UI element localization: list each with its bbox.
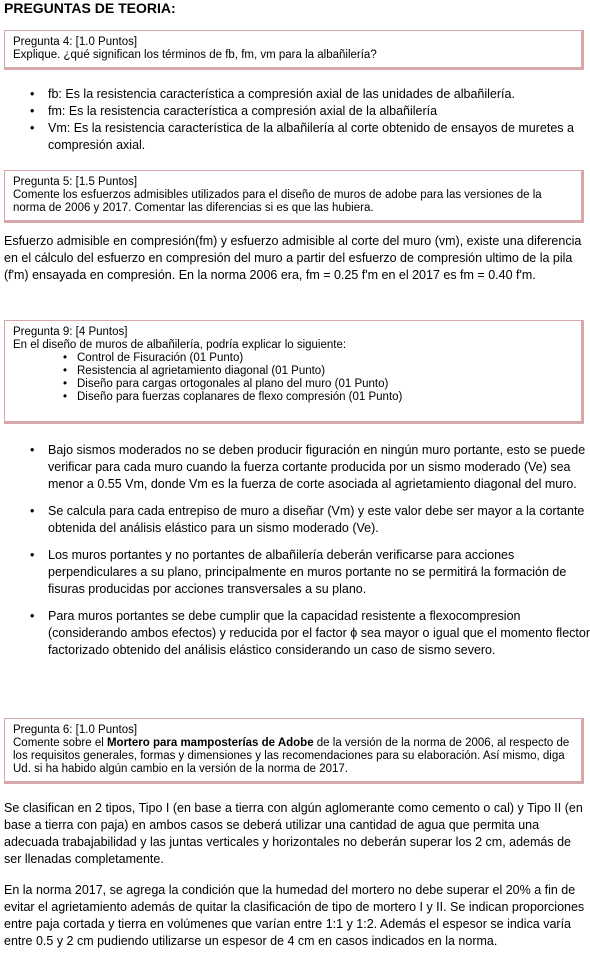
answer-5-paragraph: Esfuerzo admisible en compresión(fm) y esfuerzo admisible al corte del muro (vm), existe una diferencia en el cálculo del esfuerzo en compresión del muro a partir del esfuerzo de compresión ultimo de la pila (f'm) ensayada en compresión. En la norma 2006 era, fm = 0.25 f'm en el 2017 es fm = 0.40 f'm. [4, 234, 582, 282]
question-9-item: • Diseño para fuerzas coplanares de flexo compresión (01 Punto) [77, 391, 573, 404]
answer-9-item: • Para muros portantes se debe cumplir que la capacidad resistente a flexocompresion (considerando ambos efectos) y reducida por el factor ϕ sea mayor o igual que el momento flector factorizado obtenido del análisis elástico considerando un caso de sismo severo. [30, 608, 590, 659]
question-9-item: • Diseño para cargas ortogonales al plano del muro (01 Punto) [77, 378, 573, 391]
answer-6-paragraph-1: Se clasifican en 2 tipos, Tipo I (en base a tierra con algún aglomerante como cemento o cal) y Tipo II (en base a tierra con paja) en ambos casos se deberá utilizar una cantidad de agua que permita una adecuada trabajabilidad y las juntas verticales y horizontales no deberán superar los 2 cm, además de ser llenadas completamente. [4, 801, 583, 866]
question-9-text: En el diseño de muros de albañilería, podría explicar lo siguiente: [13, 339, 347, 351]
question-5-heading: Pregunta 5: [1.5 Puntos] [13, 176, 138, 188]
question-6-text-end: de la versión de la norma de 2006, al respecto de los requisitos generales, formas y dimensiones y las recomendaciones para su elaboración. Así mismo, diga Ud. si ha habido algún cambio en la versión de la norma de 2017. [13, 737, 570, 775]
question-4-box [4, 30, 584, 70]
question-9-item: • Control de Fisuración (01 Punto) [77, 352, 573, 365]
question-6-heading: Pregunta 6: [1.0 Puntos] [13, 724, 138, 736]
question-9-item: • Resistencia al agrietamiento diagonal (01 Punto) [77, 365, 573, 378]
question-9-box [4, 320, 584, 424]
question-4-heading: Pregunta 4: [1.0 Puntos] [13, 36, 138, 48]
answer-4-item: • Vm: Es la resistencia característica de la albañilería al corte obtenido de ensayos de muretes a compresión axial. [30, 120, 590, 154]
question-9-items [13, 352, 573, 404]
answer-9-item: • Los muros portantes y no portantes de albañilería deberán verificarse para acciones perpendiculares a su plano, principalmente en muros portante no se permitirá la formación de fisuras producidas por acciones transversales a su plano. [30, 547, 590, 598]
question-6-text [13, 737, 569, 775]
question-4-text: Explique. ¿qué significan los términos de fb, fm, vm para la albañilería? [13, 49, 377, 61]
answer-4-list [30, 86, 590, 154]
answer-4-item: • fb: Es la resistencia característica a compresión axial de las unidades de albañilería. [30, 86, 590, 103]
question-5-box [4, 170, 584, 223]
answer-4-item: • fm: Es la resistencia característica a compresión axial de la albañilería [30, 103, 590, 120]
question-9-heading: Pregunta 9: [4 Puntos] [13, 326, 128, 338]
answer-9-item: • Se calcula para cada entrepiso de muro a diseñar (Vm) y este valor debe ser mayor a la cortante obtenida del análisis elástico para un sismo moderado (Ve). [30, 503, 590, 537]
question-6-text-bold: Mortero para mamposterías de Adobe [106, 737, 314, 749]
answer-9-list [30, 442, 590, 669]
question-6-box [4, 718, 584, 784]
answer-6-paragraph-2: En la norma 2017, se agrega la condición que la humedad del mortero no debe superar el 20% a fin de evitar el agrietamiento además de quitar la clasificación de tipo de mortero I y II. Se indican proporciones entre paja cortada y tierra en volúmenes que varían entre 1:1 y 1:2. Además el espesor se indica varía entre 0.5 y 2 cm pudiendo utilizarse un espesor de 4 cm en casos indicados en la norma. [4, 883, 585, 948]
question-5-text: Comente los esfuerzos admisibles utilizados para el diseño de muros de adobe para las versiones de la norma de 2006 y 2017. Comentar las diferencias si es que las hubiera. [13, 189, 542, 214]
answer-9-item: • Bajo sismos moderados no se deben producir figuración en ningún muro portante, esto se puede verificar para cada muro cuando la fuerza cortante producida por un sismo moderado (Ve) sea menor a 0.55 Vm, donde Vm es la fuerza de corte asociada al agrietamiento diagonal del muro. [30, 442, 590, 493]
page-title: PREGUNTAS DE TEORIA: [4, 0, 176, 16]
question-6-text-start: Comente sobre el [13, 737, 107, 749]
